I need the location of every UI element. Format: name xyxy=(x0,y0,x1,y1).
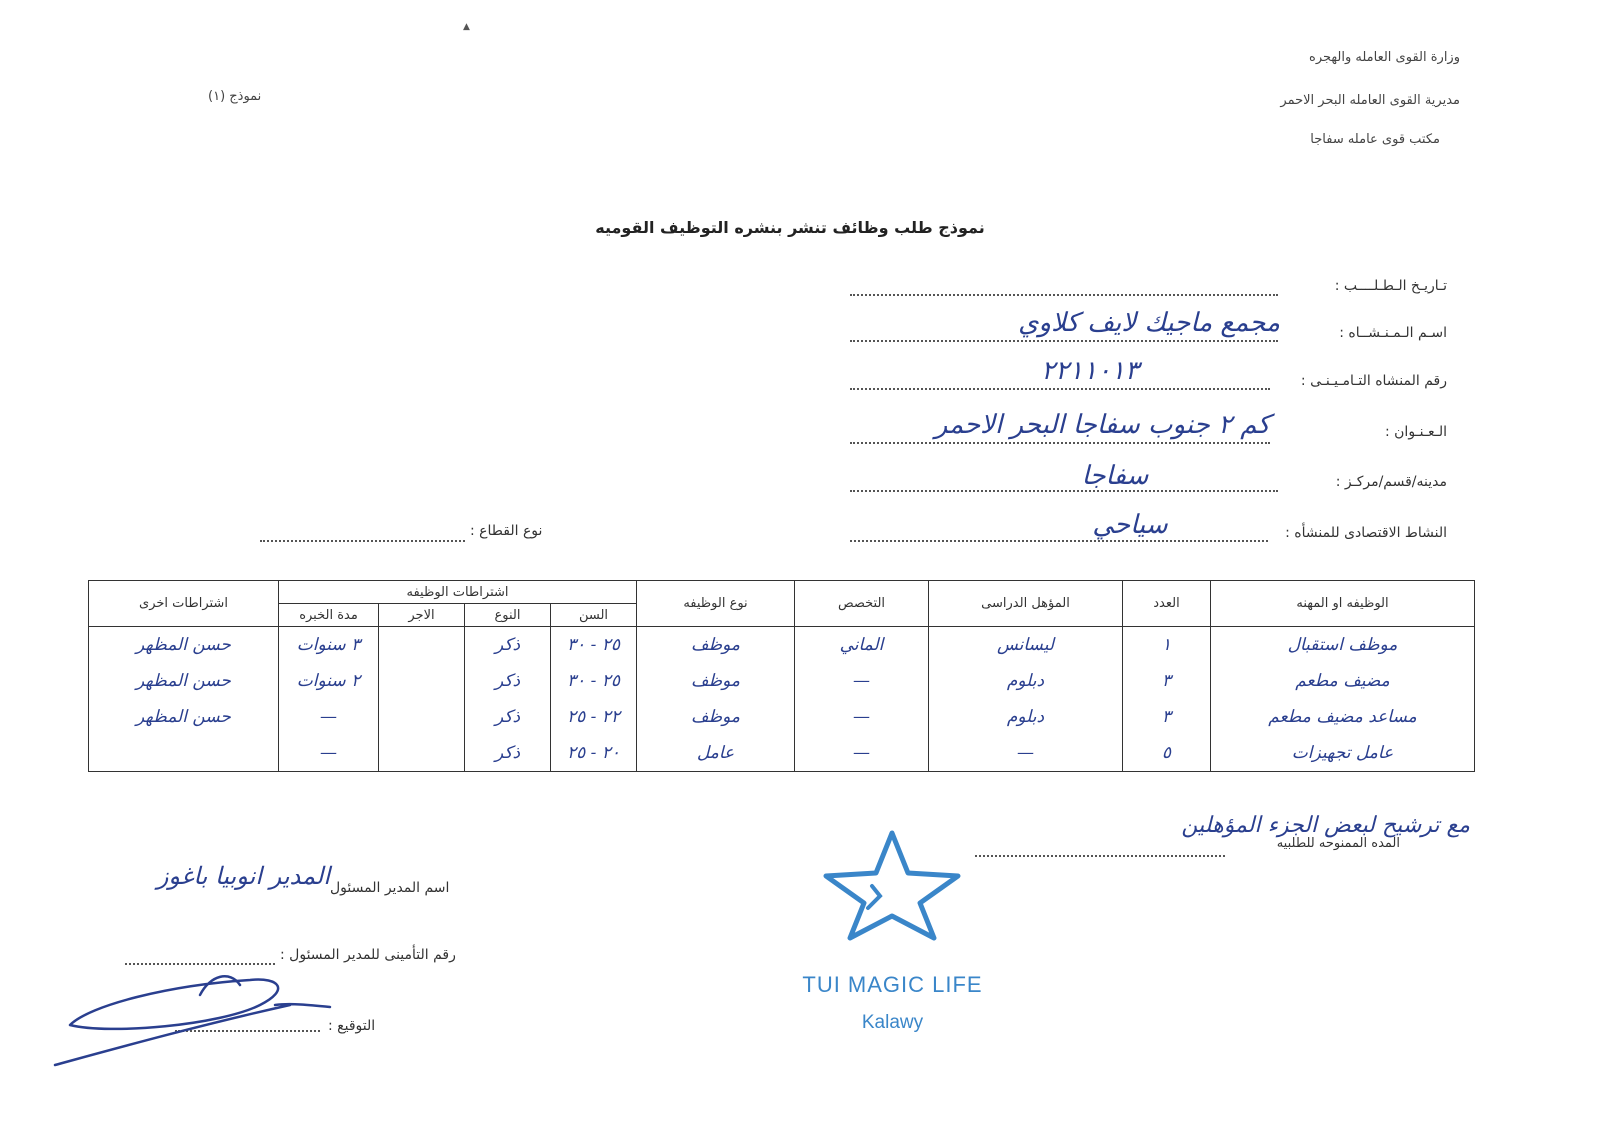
header-qualification: المؤهل الدراسى xyxy=(929,581,1123,627)
ministry-name: وزارة القوى العامله والهجره xyxy=(1309,50,1460,65)
cell-count: ٣ xyxy=(1123,699,1211,735)
logo-line2: Kalawy xyxy=(861,1012,924,1033)
header-job: الوظيفه او المهنه xyxy=(1211,581,1475,627)
scan-mark-icon: ▲ xyxy=(463,22,470,32)
cell-wage xyxy=(379,663,465,699)
cell-job: مضيف مطعم xyxy=(1211,663,1475,699)
cell-experience: ٣ سنوات xyxy=(279,627,379,664)
cell-count: ١ xyxy=(1123,627,1211,664)
cell-job-type: موظف xyxy=(637,699,795,735)
sector-label: نوع القطاع : xyxy=(470,523,543,539)
handwritten-note: مع ترشيح لبعض الجزء المؤهلين xyxy=(1181,813,1470,838)
cell-experience: ٢ سنوات xyxy=(279,663,379,699)
cell-job-type: عامل xyxy=(637,735,795,772)
cell-other: حسن المظهر xyxy=(89,663,279,699)
sector-line xyxy=(260,540,465,542)
table-row xyxy=(89,627,1475,664)
manager-insurance-label: رقم التأمينى للمدير المسئول : xyxy=(280,947,456,963)
cell-wage xyxy=(379,699,465,735)
cell-specialization: — xyxy=(795,735,929,772)
cell-experience: — xyxy=(279,699,379,735)
period-line xyxy=(975,855,1225,857)
header-conditions: اشتراطات الوظيفه xyxy=(279,581,637,604)
address-value: كم ٢ جنوب سفاجا البحر الاحمر xyxy=(934,410,1270,440)
cell-qualification: ليسانس xyxy=(929,627,1123,664)
activity-line xyxy=(850,540,1268,542)
facility-name-value: مجمع ماجيك لايف كلاوي xyxy=(1018,308,1280,338)
cell-count: ٥ xyxy=(1123,735,1211,772)
cell-gender: ذكر xyxy=(465,663,551,699)
address-line xyxy=(850,442,1270,444)
cell-qualification: دبلوم xyxy=(929,663,1123,699)
request-date-label: تـاريـخ الـطـلــــب : xyxy=(1334,278,1447,294)
signature-label: التوقيع : xyxy=(328,1018,376,1034)
form-title: نموذج طلب وظائف تنشر بنشره التوظيف القوميه xyxy=(595,218,985,237)
table-row xyxy=(89,699,1475,735)
cell-age: ٢٢ - ٢٥ xyxy=(551,699,637,735)
logo-line1: TUI MAGIC LIFE xyxy=(802,972,983,997)
cell-gender: ذكر xyxy=(465,735,551,772)
header-experience: مدة الخبره xyxy=(279,604,379,627)
header-specialization: التخصص xyxy=(795,581,929,627)
table-row xyxy=(89,735,1475,772)
office-name: مكتب قوى عامله سفاجا xyxy=(1310,132,1440,147)
manager-value: المدير انوبيا باغوز xyxy=(156,862,330,890)
star-logo-icon xyxy=(820,828,965,943)
cell-other: حسن المظهر xyxy=(89,699,279,735)
cell-qualification: — xyxy=(929,735,1123,772)
header-age: السن xyxy=(551,604,637,627)
header-wage: الاجر xyxy=(379,604,465,627)
cell-age: ٢٥ - ٣٠ xyxy=(551,627,637,664)
header-gender: النوع xyxy=(465,604,551,627)
cell-gender: ذكر xyxy=(465,627,551,664)
city-label: مدينه/قسم/مركـز : xyxy=(1335,474,1447,490)
cell-job: موظف استقبال xyxy=(1211,627,1475,664)
cell-job-type: موظف xyxy=(637,663,795,699)
cell-job: مساعد مضيف مطعم xyxy=(1211,699,1475,735)
period-label: المده الممنوحه للطلبيه xyxy=(1276,836,1400,851)
insurance-no-value: ٢٢١١٠١٣ xyxy=(1041,356,1139,386)
cell-specialization: — xyxy=(795,663,929,699)
facility-name-label: اسـم الـمـنـشــاه : xyxy=(1339,325,1447,341)
address-label: الـعـنـوان : xyxy=(1384,424,1447,440)
header-count: العدد xyxy=(1123,581,1211,627)
form-number: نموذج (١) xyxy=(208,89,262,104)
cell-other xyxy=(89,735,279,772)
city-value: سفاجا xyxy=(1081,461,1149,491)
cell-experience: — xyxy=(279,735,379,772)
insurance-no-label: رقم المنشاه التـامـيـنـى : xyxy=(1300,373,1447,389)
cell-wage xyxy=(379,735,465,772)
cell-count: ٣ xyxy=(1123,663,1211,699)
cell-age: ٢٠ - ٢٥ xyxy=(551,735,637,772)
header-job-type: نوع الوظيفه xyxy=(637,581,795,627)
cell-qualification: دبلوم xyxy=(929,699,1123,735)
cell-specialization: — xyxy=(795,699,929,735)
directorate-name: مديرية القوى العامله البحر الاحمر xyxy=(1280,93,1460,108)
cell-other: حسن المظهر xyxy=(89,627,279,664)
request-date-line xyxy=(850,294,1278,296)
activity-value: سياحي xyxy=(1092,510,1168,540)
table-row xyxy=(89,663,1475,699)
insurance-no-line xyxy=(850,388,1270,390)
cell-specialization: الماني xyxy=(795,627,929,664)
cell-gender: ذكر xyxy=(465,699,551,735)
cell-job: عامل تجهيزات xyxy=(1211,735,1475,772)
activity-label: النشاط الاقتصادى للمنشأه : xyxy=(1285,525,1447,541)
jobs-table xyxy=(88,580,1475,772)
signature-scribble xyxy=(50,965,340,1075)
cell-job-type: موظف xyxy=(637,627,795,664)
manager-label: اسم المدير المسئول xyxy=(330,880,450,896)
header-other: اشتراطات اخرى xyxy=(89,581,279,627)
cell-age: ٢٥ - ٣٠ xyxy=(551,663,637,699)
cell-wage xyxy=(379,627,465,664)
facility-name-line xyxy=(850,340,1278,342)
